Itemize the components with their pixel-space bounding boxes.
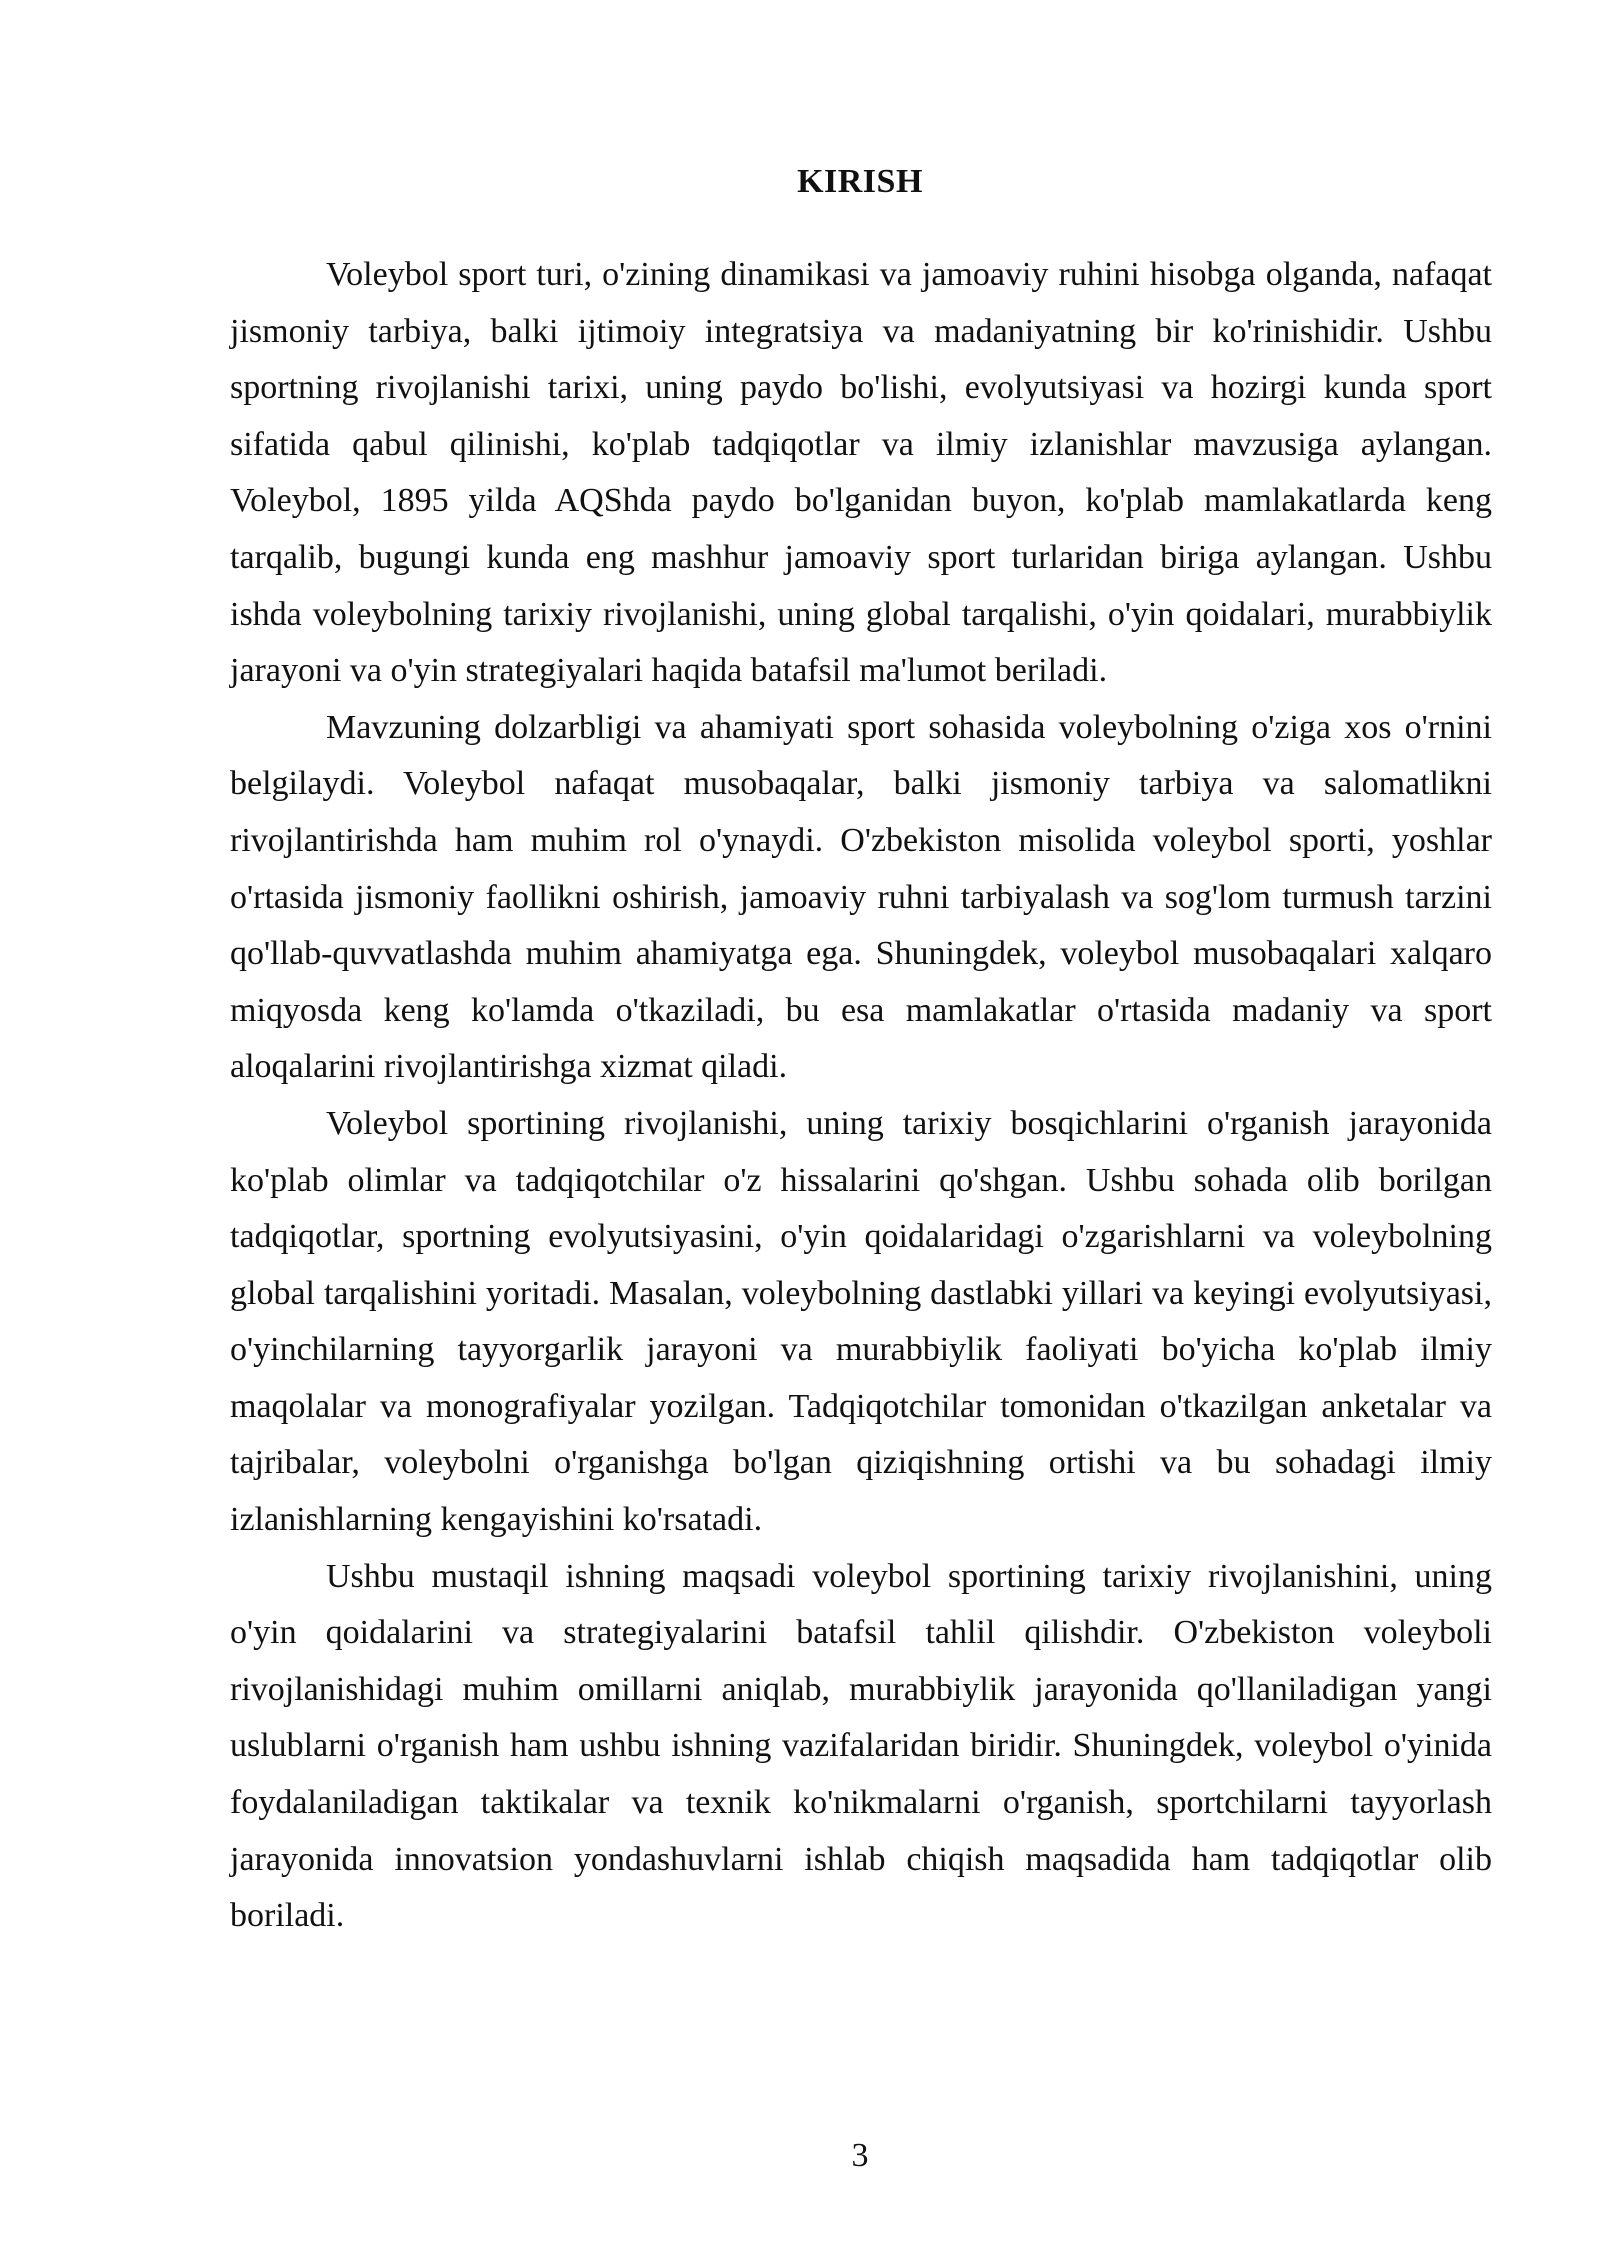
paragraph-intro: Voleybol sport turi, o'zining dinamikasi va jamoaviy ruhini hisobga olganda, nafaqat jismoniy tarbiya, balki ijtimoiy integratsiya va madaniyatning bir ko'rinishidir. Ushbu sportning rivojlanishi tarixi, uning paydo bo'lishi, evolyutsiyasi va hozirgi kunda sport sifatida qabul qilinishi, ko'plab tadqiqotlar va ilmiy izlanishlar mavzusiga aylangan. Voleybol, 1895 yilda AQShda paydo bo'lganidan buyon, ko'plab mamlakatlarda keng tarqalib, bugungi kunda eng mashhur jamoaviy sport turlaridan biriga aylangan. Ushbu ishda voleybolning tarixiy rivojlanishi, uning global tarqalishi, o'yin qoidalari, murabbiylik jarayoni va o'yin strategiyalari haqida batafsil ma'lumot beriladi.	[230, 256, 1492, 690]
page-number: 3	[851, 2137, 869, 2174]
paragraph-goal: Ushbu mustaqil ishning maqsadi voleybol sportining tarixiy rivojlanishini, uning o'yin qoidalarini va strategiyalarini batafsil tahlil qilishdir. O'zbekiston voleyboli rivojlanishidagi muhim omillarni aniqlab, murabbiylik jarayonida qo'llaniladigan yangi uslublarni o'rganish ham ushbu ishning vazifalaridan biridir. Shuningdek, voleybol o'yinida foydalaniladigan taktikalar va texnik ko'nikmalarni o'rganish, sportchilarni tayyorlash jarayonida innovatsion yondashuvlarni ishlab chiqish maqsadida ham tadqiqotlar olib boriladi.	[230, 1557, 1492, 1935]
body-text	[230, 247, 1492, 1945]
paragraph-research: Voleybol sportining rivojlanishi, uning tarixiy bosqichlarini o'rganish jarayonida ko'plab olimlar va tadqiqotchilar o'z hissalarini qo'shgan. Ushbu sohada olib borilgan tadqiqotlar, sportning evolyutsiyasini, o'yin qoidalaridagi o'zgarishlarni va voleybolning global tarqalishini yoritadi. Masalan, voleybolning dastlabki yillari va keyingi evolyutsiyasi, o'yinchilarning tayyorgarlik jarayoni va murabbiylik faoliyati bo'yicha ko'plab ilmiy maqolalar va monografiyalar yozilgan. Tadqiqotchilar tomonidan o'tkazilgan anketalar va tajribalar, voleybolni o'rganishga bo'lgan qiziqishning ortishi va bu sohadagi ilmiy izlanishlarning kengayishini ko'rsatadi.	[230, 1104, 1492, 1539]
page-title: KIRISH	[797, 163, 923, 200]
paragraph-relevance: Mavzuning dolzarbligi va ahamiyati sport sohasida voleybolning o'ziga xos o'rnini belgilaydi. Voleybol nafaqat musobaqalar, balki jismoniy tarbiya va salomatlikni rivojlantirishda ham muhim rol o'ynaydi. O'zbekiston misolida voleybol sporti, yoshlar o'rtasida jismoniy faollikni oshirish, jamoaviy ruhni tarbiyalash va sog'lom turmush tarzini qo'llab-quvvatlashda muhim ahamiyatga ega. Shuningdek, voleybol musobaqalari xalqaro miqyosda keng ko'lamda o'tkaziladi, bu esa mamlakatlar o'rtasida madaniy va sport aloqalarini rivojlantirishga xizmat qiladi.	[230, 708, 1492, 1086]
